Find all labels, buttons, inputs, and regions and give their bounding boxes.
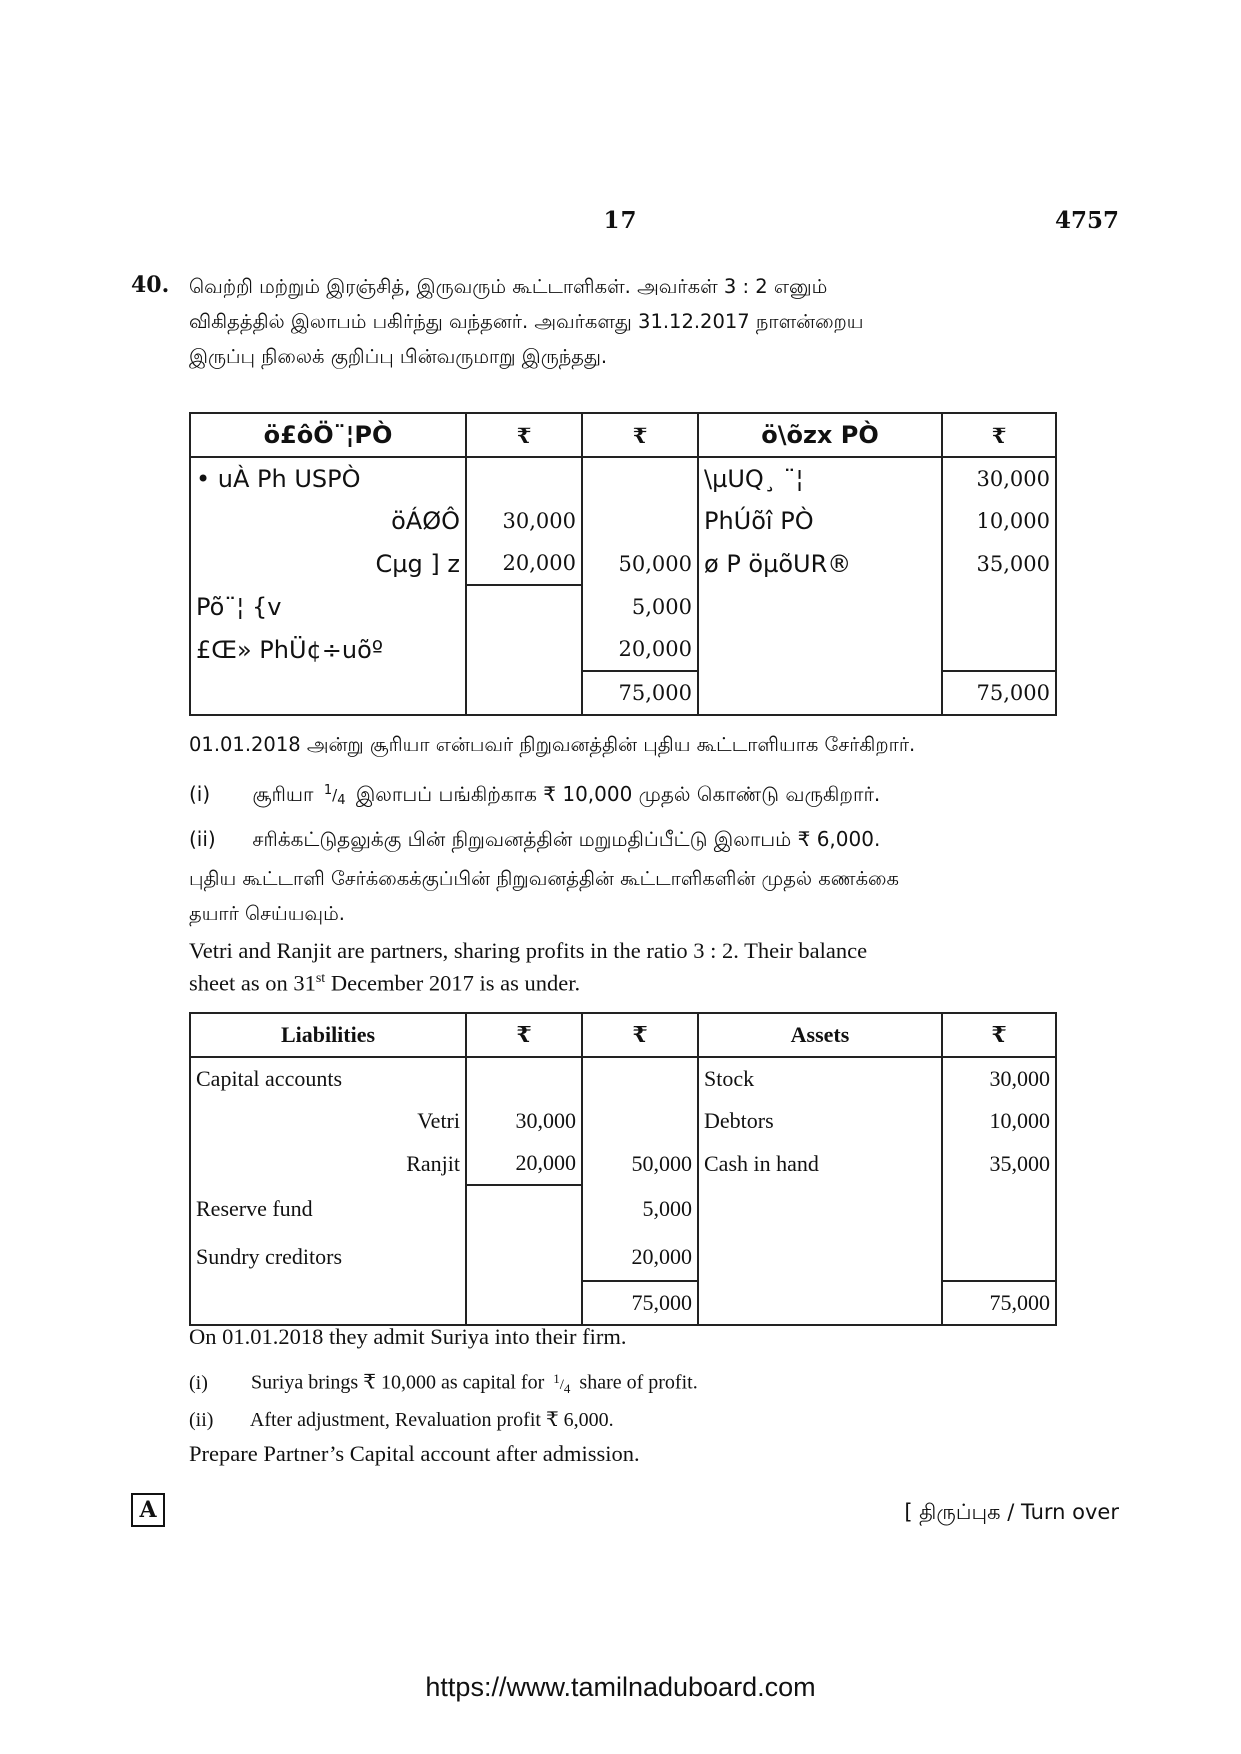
table-row [190, 500, 1056, 542]
total-amount-cell: 50,000 [582, 542, 698, 585]
item-text: Suriya brings ₹ 10,000 as capital for [251, 1371, 545, 1394]
tamil-instruction-line: புதிய கூட்டாளி சேர்க்கைக்குப்பின் நிறுவனத்தின் கூட்டாளிகளின் முதல் கணக்கை [189, 867, 899, 890]
liability-cell: Cµg ] z [190, 542, 466, 585]
sub-amount-cell: 30,000 [466, 1100, 582, 1142]
asset-cell: Stock [698, 1057, 942, 1100]
rupee-header: ₹ [942, 1013, 1056, 1057]
question-number: 40. [131, 272, 170, 298]
item-text: இலாபப் பங்கிற்காக ₹ 10,000 முதல் கொண்டு வருகிறார். [355, 782, 881, 806]
total-amount-cell: 50,000 [582, 1142, 698, 1185]
table-row [190, 1057, 1056, 1100]
asset-amount-cell: 75,000 [942, 1281, 1056, 1325]
asset-cell [698, 1233, 942, 1281]
assets-header: Assets [698, 1013, 942, 1057]
series-box: A [131, 1493, 165, 1527]
sub-amount-cell [466, 585, 582, 628]
sub-amount-cell [466, 671, 582, 715]
tamil-intro-line: விகிதத்தில் இலாபம் பகிர்ந்து வந்தனர். அவர்களது 31.12.2017 நாளன்றைய [189, 310, 864, 333]
rupee-header: ₹ [942, 413, 1056, 457]
total-amount-cell: 5,000 [582, 1185, 698, 1233]
english-item-ii [189, 1406, 614, 1434]
table-row [190, 457, 1056, 500]
asset-amount-cell [942, 1185, 1056, 1233]
liability-cell: Sundry creditors [190, 1233, 466, 1281]
asset-cell [698, 585, 942, 628]
assets-header: ö\õzx PÒ [698, 413, 942, 457]
paper-code: 4757 [1054, 207, 1119, 234]
item-number: (i) [189, 782, 211, 806]
table-total-row [190, 1281, 1056, 1325]
english-intro-line: Vetri and Ranjit are partners, sharing profits in the ratio 3 : 2. Their balance [189, 938, 868, 963]
asset-cell: Cash in hand [698, 1142, 942, 1185]
sub-amount-cell [466, 628, 582, 671]
tamil-instruction-line: தயார் செய்யவும். [189, 902, 345, 925]
tamil-item-i [189, 782, 880, 809]
total-amount-cell: 5,000 [582, 585, 698, 628]
sub-amount-cell [466, 1233, 582, 1281]
item-text: After adjustment, Revaluation profit ₹ 6,000. [249, 1409, 614, 1431]
table-row [190, 1142, 1056, 1185]
item-text: சரிக்கட்டுதலுக்கு பின் நிறுவனத்தின் மறுமதிப்பீட்டு இலாபம் ₹ 6,000. [252, 827, 881, 851]
table-row [190, 585, 1056, 628]
asset-amount-cell: 35,000 [942, 542, 1056, 585]
asset-cell [698, 628, 942, 671]
liability-cell [190, 671, 466, 715]
page-number: 17 [603, 207, 638, 234]
turn-over-label: [ திருப்புக / Turn over [904, 1500, 1119, 1524]
total-amount-cell: 75,000 [582, 671, 698, 715]
fraction: $^1/_4$ [323, 783, 346, 808]
total-amount-cell: 20,000 [582, 1233, 698, 1281]
english-instruction: Prepare Partner’s Capital account after admission. [189, 1441, 640, 1466]
total-amount-cell [582, 1100, 698, 1142]
english-intro-text: sheet as on 31 [189, 970, 316, 996]
asset-amount-cell: 35,000 [942, 1142, 1056, 1185]
asset-cell: PhÚõî PÒ [698, 500, 942, 542]
table-total-row [190, 671, 1056, 715]
asset-amount-cell: 30,000 [942, 1057, 1056, 1100]
liability-cell: Reserve fund [190, 1185, 466, 1233]
tamil-intro [189, 269, 1057, 374]
item-text: சூரியா [252, 782, 314, 806]
asset-cell [698, 1281, 942, 1325]
asset-amount-cell: 30,000 [942, 457, 1056, 500]
item-number: (ii) [189, 827, 216, 851]
sub-amount-cell [466, 1281, 582, 1325]
rupee-header: ₹ [582, 413, 698, 457]
total-amount-cell [582, 1057, 698, 1100]
liability-cell: Vetri [190, 1100, 466, 1142]
fraction-denominator: 4 [563, 1381, 571, 1396]
asset-amount-cell: 10,000 [942, 500, 1056, 542]
tamil-item-ii [189, 827, 880, 854]
rupee-header: ₹ [466, 413, 582, 457]
liability-cell: öÁØÔ [190, 500, 466, 542]
asset-amount-cell: 10,000 [942, 1100, 1056, 1142]
total-amount-cell [582, 500, 698, 542]
sub-amount-cell [466, 457, 582, 500]
english-balance-sheet [189, 1012, 1057, 1326]
total-amount-cell [582, 457, 698, 500]
english-intro-line [189, 965, 1057, 998]
asset-amount-cell: 75,000 [942, 671, 1056, 715]
liability-cell: Capital accounts [190, 1057, 466, 1100]
asset-amount-cell [942, 585, 1056, 628]
total-amount-cell: 75,000 [582, 1281, 698, 1325]
fraction: $^1/_4$ [553, 1371, 571, 1396]
item-number: (i) [189, 1371, 208, 1394]
asset-amount-cell [942, 1233, 1056, 1281]
tamil-admission-text: 01.01.2018 அன்று சூரியா என்பவர் நிறுவனத்தின் புதிய கூட்டாளியாக சேர்கிறார். [189, 733, 916, 756]
asset-cell: Debtors [698, 1100, 942, 1142]
asset-cell [698, 671, 942, 715]
english-admission-text: On 01.01.2018 they admit Suriya into their firm. [189, 1324, 627, 1349]
rupee-header: ₹ [466, 1013, 582, 1057]
table-row [190, 542, 1056, 585]
english-intro [189, 937, 1057, 998]
tamil-instruction [189, 861, 1057, 931]
liability-cell: £Œ» PhÜ¢÷uõº [190, 628, 466, 671]
asset-cell: ø P öµõUR® [698, 542, 942, 585]
sub-amount-cell: 20,000 [466, 1142, 582, 1185]
liability-cell [190, 1281, 466, 1325]
sub-amount-cell: 30,000 [466, 500, 582, 542]
rupee-header: ₹ [582, 1013, 698, 1057]
site-url: https://www.tamilnaduboard.com [425, 1672, 816, 1702]
liability-cell: Põ¨¦ {v [190, 585, 466, 628]
english-item-i [189, 1365, 698, 1403]
tamil-balance-sheet [189, 412, 1057, 716]
liabilities-header: Liabilities [190, 1013, 466, 1057]
total-amount-cell: 20,000 [582, 628, 698, 671]
table-row [190, 1100, 1056, 1142]
asset-cell [698, 1185, 942, 1233]
table-row [190, 628, 1056, 671]
sub-amount-cell [466, 1057, 582, 1100]
table-row [190, 1185, 1056, 1233]
liabilities-header: ö£ôÖ¨¦PÒ [190, 413, 466, 457]
tamil-intro-line: வெற்றி மற்றும் இரஞ்சித், இருவரும் கூட்டாளிகள். அவர்கள் 3 : 2 எனும் [189, 275, 828, 298]
item-number: (ii) [189, 1409, 214, 1431]
asset-amount-cell [942, 628, 1056, 671]
tamil-intro-line: இருப்பு நிலைக் குறிப்பு பின்வருமாறு இருந்தது. [189, 345, 608, 368]
asset-cell: \µUQ¸ ¨¦ [698, 457, 942, 500]
liability-cell: Ranjit [190, 1142, 466, 1185]
sub-amount-cell: 20,000 [466, 542, 582, 585]
liability-cell: • uÀ Ph USPÒ [190, 457, 466, 500]
fraction-denominator: 4 [337, 793, 346, 808]
fraction-numerator: 1 [553, 1371, 560, 1386]
sub-amount-cell [466, 1185, 582, 1233]
date-superscript: st [315, 971, 326, 986]
item-text: share of profit. [579, 1371, 698, 1394]
fraction-numerator: 1 [323, 783, 333, 798]
english-intro-text: December 2017 is as under. [325, 970, 581, 996]
table-row [190, 1233, 1056, 1281]
